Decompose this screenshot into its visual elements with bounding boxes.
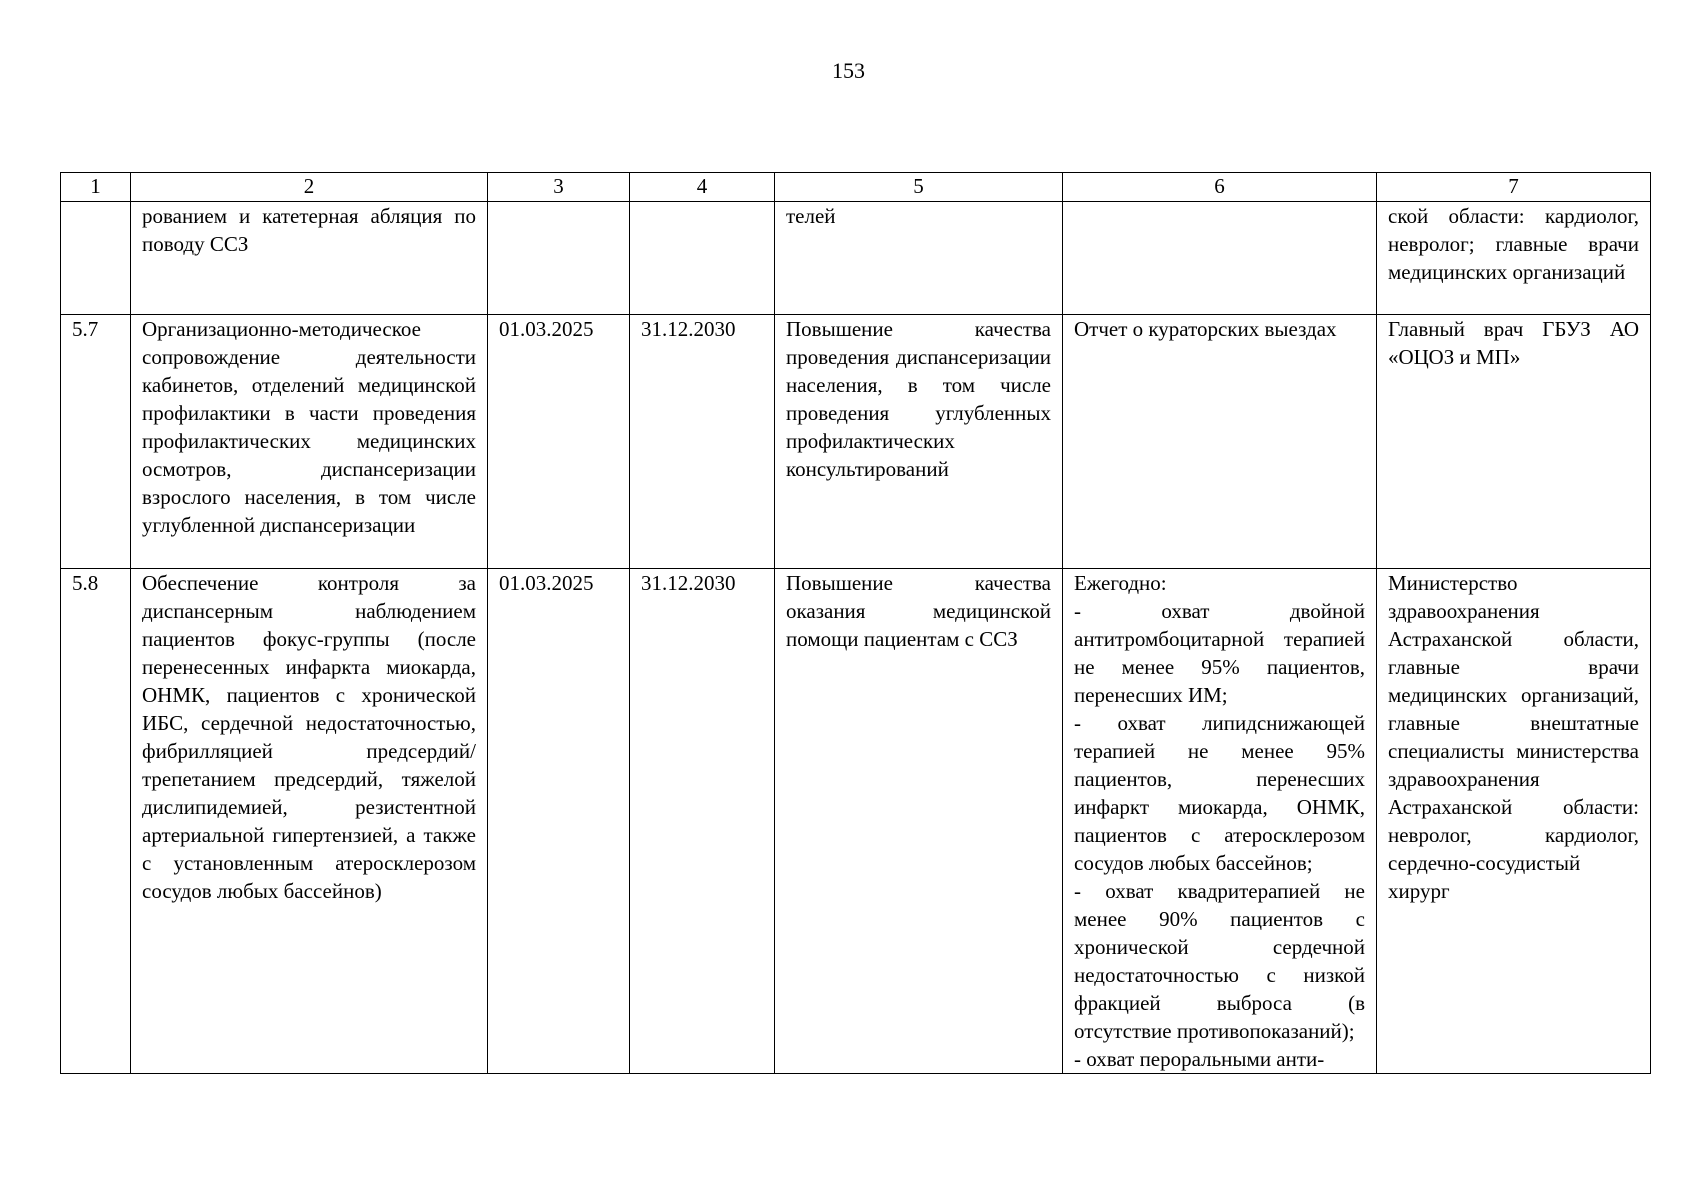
activity-cell: Организационно-методическое сопровождение деятельности кабинетов, отделений медицинской профилактики в части проведения профилактических медицинских осмотров, диспансеризации взрослого населения, в том числе углубленной диспансеризации	[131, 315, 488, 569]
end-date-cell: 31.12.2030	[630, 569, 775, 1074]
table-header-row	[61, 173, 1651, 202]
indicator-cell	[1063, 569, 1377, 1074]
row-number-cell: 5.7	[61, 315, 131, 569]
header-cell: 5	[775, 173, 1063, 202]
activity-cell: рованием и катетерная абляция по поводу ССЗ	[131, 202, 488, 315]
plan-table	[60, 172, 1651, 1074]
indicator-cell: Отчет о кураторских выездах	[1063, 315, 1377, 569]
responsible-cell: ской области: кардиолог, невролог; главные врачи медицинских организаций	[1377, 202, 1651, 315]
start-date-cell: 01.03.2025	[488, 315, 630, 569]
row-number-cell	[61, 202, 131, 315]
activity-cell: Обеспечение контроля за диспансерным наблюдением пациентов фокус-группы (после перенесенных инфаркта миокарда, ОНМК, пациентов с хронической ИБС, сердечной недостаточностью, фибрилляцией предсердий/трепетанием предсердий, тяжелой дислипидемией, резистентной артериальной гипертензией, а также с установленным атеросклерозом сосудов любых бассейнов)	[131, 569, 488, 1074]
result-cell: телей	[775, 202, 1063, 315]
table-row	[61, 569, 1651, 1074]
table-row	[61, 202, 1651, 315]
page-number: 153	[832, 58, 865, 83]
result-cell: Повышение качества проведения диспансеризации населения, в том числе проведения углубленных профилактических консультирований	[775, 315, 1063, 569]
row-number-cell: 5.8	[61, 569, 131, 1074]
header-cell: 1	[61, 173, 131, 202]
responsible-cell: Главный врач ГБУЗ АО «ОЦОЗ и МП»	[1377, 315, 1651, 569]
indicator-item: - охват липидснижающей терапией не менее 95% пациентов, перенесших инфаркт миокарда, ОНМК, пациентов с атеросклерозом сосудов любых бассейнов;	[1074, 711, 1365, 875]
header-cell: 6	[1063, 173, 1377, 202]
header-cell: 4	[630, 173, 775, 202]
indicator-title: Ежегодно:	[1074, 571, 1167, 595]
end-date-cell: 31.12.2030	[630, 315, 775, 569]
table-row	[61, 315, 1651, 569]
indicator-item: - охват двойной антитромбоцитарной терапией не менее 95% пациентов, перенесших ИМ;	[1074, 599, 1365, 707]
indicator-item: - охват пероральными анти-	[1074, 1047, 1325, 1071]
end-date-cell	[630, 202, 775, 315]
indicator-cell	[1063, 202, 1377, 315]
header-cell: 7	[1377, 173, 1651, 202]
header-cell: 2	[131, 173, 488, 202]
indicator-item: - охват квадритерапией не менее 90% пациентов с хронической сердечной недостаточностью с низкой фракцией выброса (в отсутствие противопоказаний);	[1074, 879, 1365, 1043]
start-date-cell: 01.03.2025	[488, 569, 630, 1074]
start-date-cell	[488, 202, 630, 315]
header-cell: 3	[488, 173, 630, 202]
responsible-cell: Министерство здравоохранения Астраханской области, главные врачи медицинских организаций, главные внештатные специалисты министерства здравоохранения Астраханской области: невролог, кардиолог, сердечно-сосудистый хирург	[1377, 569, 1651, 1074]
result-cell: Повышение качества оказания медицинской помощи пациентам с ССЗ	[775, 569, 1063, 1074]
